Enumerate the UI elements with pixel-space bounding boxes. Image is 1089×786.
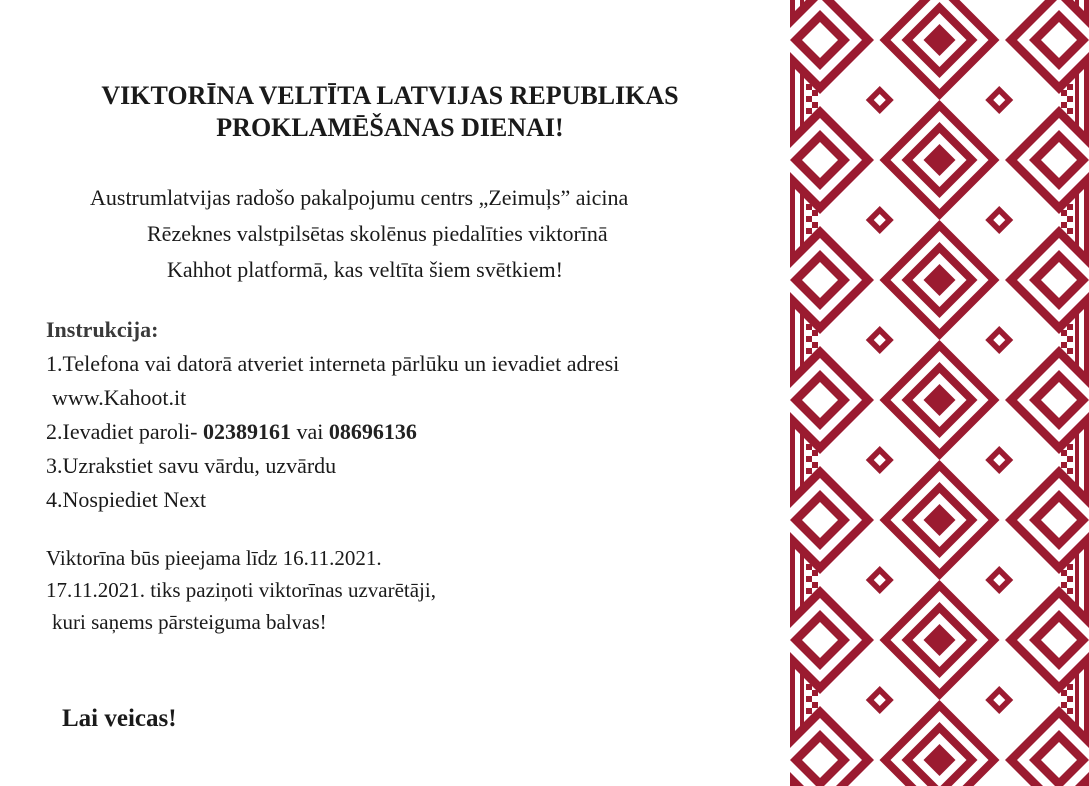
- ornament-edge-check-right: [1067, 228, 1073, 234]
- ornament-edge-check-left: [812, 702, 818, 708]
- ornament-edge-check-right: [1067, 708, 1073, 714]
- ornament-edge-check-right: [1061, 102, 1067, 108]
- closing-text: Lai veicas!: [62, 705, 177, 732]
- ornament-edge-check-left: [812, 462, 818, 468]
- ornament-edge-check-left: [806, 348, 812, 354]
- title-line-2: PROKLAMĒŠANAS DIENAI!: [216, 113, 564, 142]
- ornament-edge-check-left: [812, 102, 818, 108]
- ornament-edge-check-left: [806, 576, 812, 582]
- ornament-edge-check-right: [1067, 216, 1073, 222]
- ornament-edge-check-right: [1067, 348, 1073, 354]
- info-line-2: 17.11.2021. tiks paziņoti viktorīnas uzvarētāji,: [46, 578, 436, 602]
- ornament-edge-check-right: [1067, 588, 1073, 594]
- instructions-heading: Instrukcija:: [46, 317, 159, 342]
- ornament-edge-check-left: [806, 588, 812, 594]
- page-title: [30, 80, 750, 144]
- ornament-edge-check-right: [1061, 222, 1067, 228]
- info-line-1: Viktorīna būs pieejama līdz 16.11.2021.: [46, 546, 382, 570]
- ornament-edge-check-left: [806, 708, 812, 714]
- kahoot-url: www.Kahoot.it: [52, 385, 187, 410]
- intro-paragraph: [0, 180, 780, 288]
- ornament-edge-check-right: [1067, 336, 1073, 342]
- ornament-edge-check-left: [806, 696, 812, 702]
- game-code-2: 08696136: [328, 419, 417, 444]
- title-line-1: VIKTORĪNA VELTĪTA LATVIJAS REPUBLIKAS: [101, 81, 679, 110]
- ornament-edge-check-left: [812, 222, 818, 228]
- game-code-1: 02389161: [203, 419, 291, 444]
- step-2-or: vai: [291, 419, 329, 444]
- latvian-ornament-border: [790, 0, 1089, 786]
- ornament-edge-check-right: [1067, 96, 1073, 102]
- ornament-edge-check-left: [806, 468, 812, 474]
- ornament-edge-check-right: [1067, 576, 1073, 582]
- ornament-edge-check-right: [1067, 108, 1073, 114]
- intro-line-2: Rēzeknes valstpilsētas skolēnus piedalīties viktorīnā: [147, 221, 608, 246]
- ornament-edge-check-right: [1067, 456, 1073, 462]
- instructions-section: [46, 313, 619, 517]
- step-2-prefix: 2.Ievadiet paroli-: [46, 419, 203, 444]
- ornament-edge-check-right: [1061, 582, 1067, 588]
- ornament-edge-check-left: [806, 216, 812, 222]
- ornament-edge-check-right: [1061, 342, 1067, 348]
- instruction-step-4: 4.Nospiediet Next: [46, 487, 207, 512]
- ornament-edge-check-left: [806, 108, 812, 114]
- intro-line-1: Austrumlatvijas radošo pakalpojumu centrs „Zeimuļs” aicina: [90, 185, 629, 210]
- ornament-edge-check-left: [806, 336, 812, 342]
- intro-line-3: Kahhot platformā, kas veltīta šiem svētkiem!: [167, 257, 563, 282]
- info-line-3: kuri saņems pārsteiguma balvas!: [52, 610, 327, 634]
- instruction-step-3: 3.Uzrakstiet savu vārdu, uzvārdu: [46, 453, 337, 478]
- info-section: [46, 542, 436, 638]
- ornament-edge-check-left: [812, 342, 818, 348]
- ornament-edge-check-left: [806, 228, 812, 234]
- ornament-edge-check-right: [1061, 702, 1067, 708]
- ornament-edge-check-right: [1061, 462, 1067, 468]
- instruction-step-2: [46, 415, 619, 449]
- ornament-edge-check-left: [806, 456, 812, 462]
- instruction-step-1: 1.Telefona vai datorā atveriet interneta pārlūku un ievadiet adresi: [46, 351, 620, 376]
- ornament-edge-check-right: [1067, 696, 1073, 702]
- ornament-edge-check-right: [1067, 468, 1073, 474]
- ornament-edge-check-left: [812, 582, 818, 588]
- ornament-edge-check-left: [806, 96, 812, 102]
